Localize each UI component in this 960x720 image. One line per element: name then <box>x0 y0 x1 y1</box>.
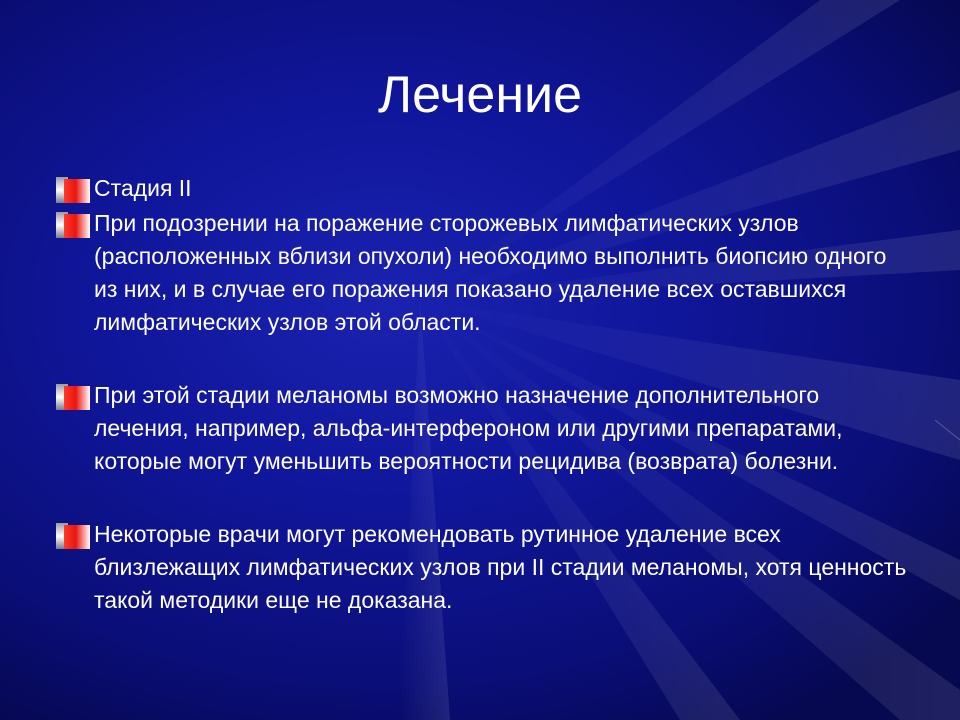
square-bullet-icon <box>56 177 90 203</box>
square-bullet-icon <box>56 523 90 549</box>
square-bullet-icon <box>56 384 90 410</box>
bullet-item-lymph-removal <box>56 518 916 617</box>
bullet-text: Некоторые врачи могут рекомендовать рутинное удаление всех близлежащих лимфатических узлов при II стадии меланомы, хотя ценность такой методики еще не доказана. <box>94 521 907 613</box>
bullet-item-biopsy <box>56 207 916 339</box>
bullet-list <box>56 172 916 617</box>
bullet-text: При подозрении на поражение сторожевых лимфатических узлов (расположенных вблизи опухоли) необходимо выполнить биопсию одного из них, и в случае его поражения показано удаление всех оставшихся лимфатических узлов этой области. <box>94 210 887 335</box>
square-bullet-icon <box>56 212 90 238</box>
bullet-text: При этой стадии меланомы возможно назначение дополнительного лечения, например, альфа-интерфероном или другими препаратами, которые могут уменьшить вероятности рецидива (возврата) болезни. <box>94 382 843 474</box>
bullet-text: Стадия II <box>94 175 192 201</box>
bullet-item-adjuvant <box>56 379 916 478</box>
bullet-item-stage <box>56 172 916 205</box>
slide-title: Лечение <box>377 66 582 124</box>
